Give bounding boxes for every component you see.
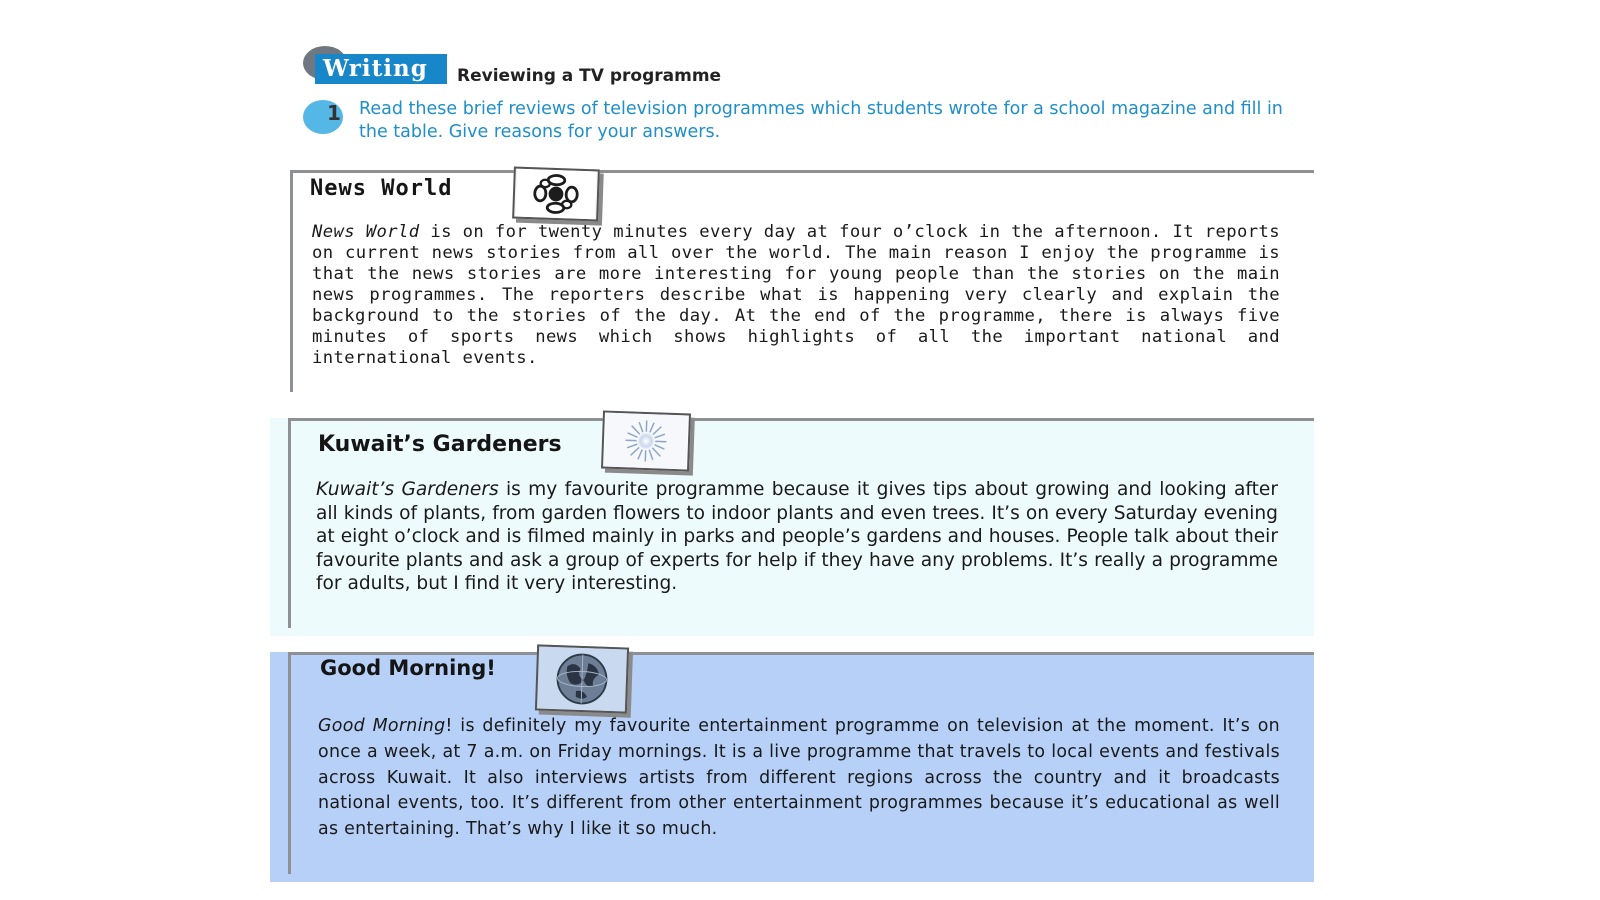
review-italic-title: Good Morning bbox=[318, 716, 446, 736]
task-number-badge bbox=[303, 98, 349, 134]
review-body bbox=[312, 222, 1280, 369]
writing-logo bbox=[303, 44, 447, 86]
globe-icon bbox=[535, 644, 629, 713]
review-text: is on for twenty minutes every day at four o’clock in the afternoon. It reports on current news stories from all over the world. The main reason I enjoy the programme is that the news stories are more interesting for young people than the stories on the main news programmes. The reporters describe what is happening very clearly and explain the background to the stories of the day. At the end of the programme, there is always five minutes of sports news which shows highlights of all the important national and international events. bbox=[312, 222, 1280, 368]
frame-top bbox=[290, 170, 1314, 173]
review-text: is my favourite programme because it gives tips about growing and looking after all kinds of plants, from garden flowers to indoor plants and even trees. It’s on every Saturday evening at eight o’clock and is filmed mainly in parks and people’s gardens and houses. People talk about their favourite plants and ask a group of experts for help if they have any problems. It’s really a programme for adults, but I find it very interesting. bbox=[316, 479, 1278, 594]
review-good-morning bbox=[270, 652, 1314, 882]
writing-logo-text: Writing bbox=[315, 54, 447, 84]
review-body bbox=[316, 478, 1278, 596]
frame-left bbox=[290, 170, 293, 392]
review-text: ! is definitely my favourite entertainment programme on television at the moment. It’s on once a week, at 7 a.m. on Friday mornings. It is a live programme that travels to local events and festivals across Kuwait. It also interviews artists from different regions across the country and it broadcasts national events, too. It’s different from other entertainment programmes because it’s educational as well as entertaining. That’s why I like it so much. bbox=[318, 716, 1280, 840]
frame-left bbox=[288, 418, 291, 628]
review-italic-title: Kuwait’s Gardeners bbox=[316, 479, 499, 500]
frame-top bbox=[288, 652, 1314, 655]
review-title: Good Morning! bbox=[320, 656, 496, 680]
task-text: Read these brief reviews of television programmes which students wrote for a school magazine and fill in the table. Give reasons for your answers. bbox=[359, 99, 1283, 142]
review-title: News World bbox=[310, 176, 453, 201]
frame-top bbox=[288, 418, 1314, 421]
section-header bbox=[303, 44, 1303, 90]
flower-icon bbox=[512, 167, 600, 222]
review-title: Kuwait’s Gardeners bbox=[318, 432, 562, 457]
review-news-world bbox=[278, 170, 1314, 400]
task-instruction bbox=[303, 98, 1313, 150]
review-italic-title: News World bbox=[312, 222, 420, 242]
review-kuwaits-gardeners bbox=[270, 418, 1314, 636]
frame-left bbox=[288, 652, 291, 874]
review-body bbox=[318, 714, 1280, 843]
sunburst-icon bbox=[601, 410, 691, 471]
task-number: 1 bbox=[327, 101, 341, 125]
section-title: Reviewing a TV programme bbox=[457, 66, 722, 86]
